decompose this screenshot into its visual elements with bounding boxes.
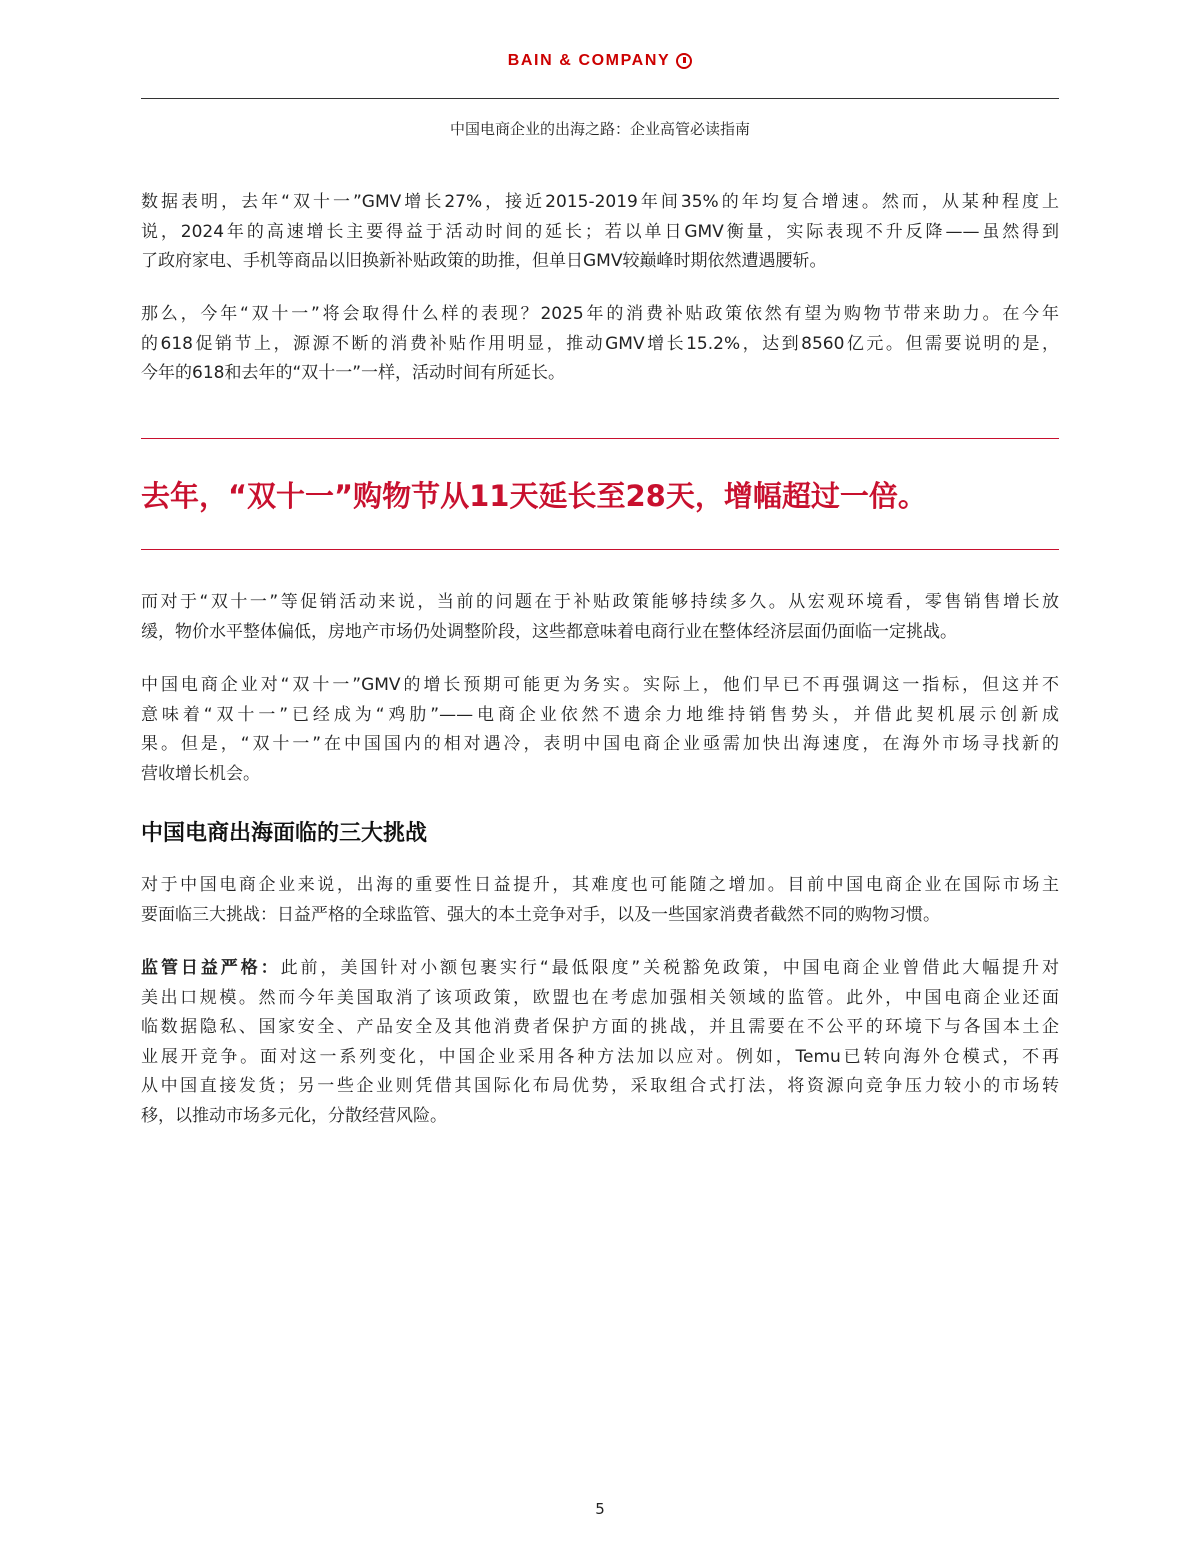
text-line: 意味着“双十一”已经成为“鸡肋”——电商企业依然不遗余力地维持销售势头，并借此契机展示创新成	[141, 704, 1059, 725]
text-line: 今年的618和去年的“双十一”一样，活动时间有所延长。	[141, 363, 566, 383]
bain-circle-logo-icon	[676, 53, 692, 69]
paragraph-3	[141, 588, 1059, 647]
text-line: 果。但是，“双十一”在中国国内的相对遇冷，表明中国电商企业亟需加快出海速度，在海外市场寻找新的	[141, 734, 1059, 754]
text-line: 移，以推动市场多元化，分散经营风险。	[141, 1105, 447, 1126]
paragraph-4	[141, 671, 1059, 789]
pull-quote-top-rule	[141, 438, 1059, 439]
section-heading: 中国电商出海面临的三大挑战	[141, 821, 428, 846]
text-line: 而对于“双十一”等促销活动来说，当前的问题在于补贴政策能够持续多久。从宏观环境看，零售销售增长放	[141, 592, 1059, 612]
paragraph-2	[141, 300, 1059, 389]
paragraph-1	[141, 188, 1059, 277]
text-line: 数据表明，去年“双十一”GMV增长27%，接近2015-2019年间35%的年均复合增速。然而，从某种程度上	[141, 192, 1059, 212]
text-line: 缓，物价水平整体偏低，房地产市场仍处调整阶段，这些都意味着电商行业在整体经济层面仍面临一定挑战。	[141, 621, 957, 642]
text-line: 从中国直接发货；另一些企业则凭借其国际化布局优势，采取组合式打法，将资源向竞争压力较小的市场转	[141, 1076, 1059, 1096]
document-title: 中国电商企业的出海之路：企业高管必读指南	[449, 120, 750, 138]
pull-quote: 去年，“双十一”购物节从11天延长至28天，增幅超过一倍。	[141, 479, 927, 513]
text-line	[141, 954, 1059, 984]
header-divider	[141, 98, 1059, 99]
text-line: 营收增长机会。	[141, 763, 260, 784]
paragraph-lead: 监管日益严格：	[141, 958, 281, 978]
text-line: 临数据隐私、国家安全、产品安全及其他消费者保护方面的挑战，并且需要在不公平的环境下与各国本土企	[141, 1017, 1059, 1037]
text-line: 对于中国电商企业来说，出海的重要性日益提升，其难度也可能随之增加。目前中国电商企业在国际市场主	[141, 875, 1059, 895]
text-line: 要面临三大挑战：日益严格的全球监管、强大的本土竞争对手，以及一些国家消费者截然不同的购物习惯。	[141, 904, 940, 925]
bain-logo	[0, 52, 1200, 70]
text-line: 说，2024年的高速增长主要得益于活动时间的延长；若以单日GMV衡量，实际表现不升反降——虽然得到	[141, 221, 1059, 242]
pull-quote-bottom-rule	[141, 549, 1059, 550]
logo-text: BAIN & COMPANY	[507, 52, 671, 69]
text-line: 那么，今年“双十一”将会取得什么样的表现？2025年的消费补贴政策依然有望为购物节带来助力。在今年	[141, 304, 1059, 324]
text-line: 中国电商企业对“双十一”GMV的增长预期可能更为务实。实际上，他们早已不再强调这一指标，但这并不	[141, 675, 1059, 695]
text-line: 了政府家电、手机等商品以旧换新补贴政策的助推，但单日GMV较巅峰时期依然遭遇腰斩。	[141, 251, 827, 271]
text-line: 美出口规模。然而今年美国取消了该项政策，欧盟也在考虑加强相关领域的监管。此外，中国电商企业还面	[141, 987, 1059, 1008]
text-line: 业展开竞争。面对这一系列变化，中国企业采用各种方法加以应对。例如，Temu已转向海外仓模式，不再	[141, 1046, 1059, 1067]
paragraph-6	[141, 954, 1059, 1131]
text-span: 此前，美国针对小额包裹实行“最低限度”关税豁免政策，中国电商企业曾借此大幅提升对	[280, 958, 1059, 978]
text-line: 的618促销节上，源源不断的消费补贴作用明显，推动GMV增长15.2%，达到8560亿元。但需要说明的是，	[141, 333, 1059, 354]
page-number: 5	[595, 1500, 605, 1518]
paragraph-5	[141, 871, 1059, 930]
